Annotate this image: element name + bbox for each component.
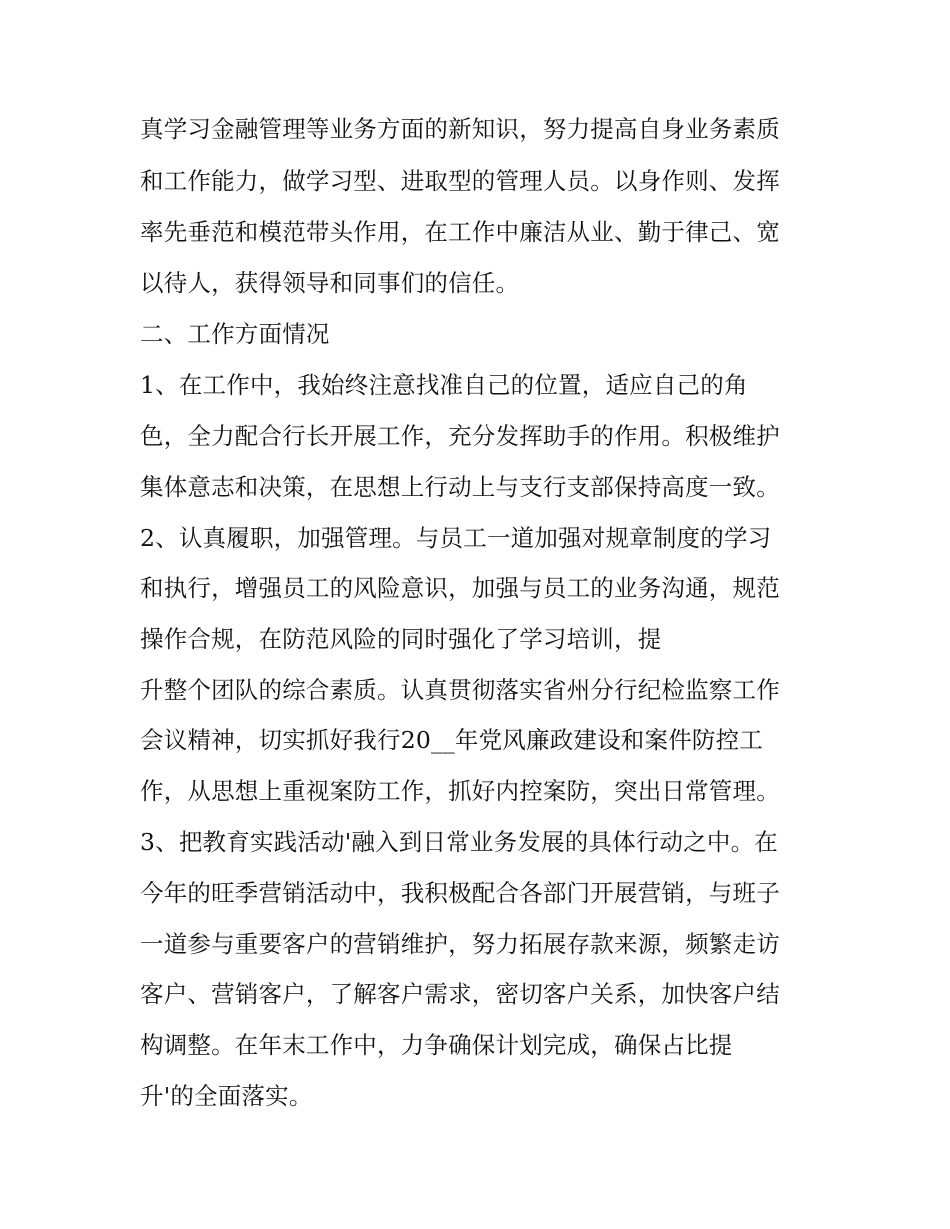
- text-line: 升整个团队的综合素质。认真贯彻落实省州分行纪检监察工作: [140, 676, 780, 704]
- text-line: 升'的全面落实。: [140, 1082, 313, 1110]
- text-line: 操作合规，在防范风险的同时强化了学习培训，提: [140, 625, 662, 653]
- text-line: 和执行，增强员工的风险意识，加强与员工的业务沟通，规范: [140, 574, 780, 602]
- section-heading: 二、工作方面情况: [140, 320, 330, 348]
- text-line: 3、把教育实践活动'融入到日常业务发展的具体行动之中。在: [140, 828, 779, 856]
- text-line: 构调整。在年末工作中，力争确保计划完成，确保占比提: [140, 1031, 733, 1059]
- text-line: 以待人，获得领导和同事们的信任。: [140, 269, 520, 297]
- text-line: 集体意志和决策，在思想上行动上与支行支部保持高度一致。: [140, 473, 780, 501]
- text-line: 会议精神，切实抓好我行20__年党风廉政建设和案件防控工: [140, 726, 764, 754]
- text-line: 色，全力配合行长开展工作，充分发挥助手的作用。积极维护: [140, 422, 780, 450]
- text-line: 一道参与重要客户的营销维护，努力拓展存款来源，频繁走访: [140, 930, 780, 958]
- text-line: 客户、营销客户，了解客户需求，密切客户关系，加快客户结: [140, 980, 780, 1008]
- text-line: 2、认真履职，加强管理。与员工一道加强对规章制度的学习: [140, 524, 772, 552]
- text-line: 作，从思想上重视案防工作，抓好内控案防，突出日常管理。: [140, 777, 780, 805]
- text-line: 今年的旺季营销活动中，我积极配合各部门开展营销，与班子: [140, 879, 780, 907]
- text-line: 和工作能力，做学习型、进取型的管理人员。以身作则、发挥: [140, 167, 780, 195]
- text-line: 真学习金融管理等业务方面的新知识，努力提高自身业务素质: [140, 115, 780, 143]
- text-line: 率先垂范和模范带头作用，在工作中廉洁从业、勤于律己、宽: [140, 218, 780, 246]
- text-line: 1、在工作中，我始终注意找准自己的位置，适应自己的角: [140, 371, 748, 399]
